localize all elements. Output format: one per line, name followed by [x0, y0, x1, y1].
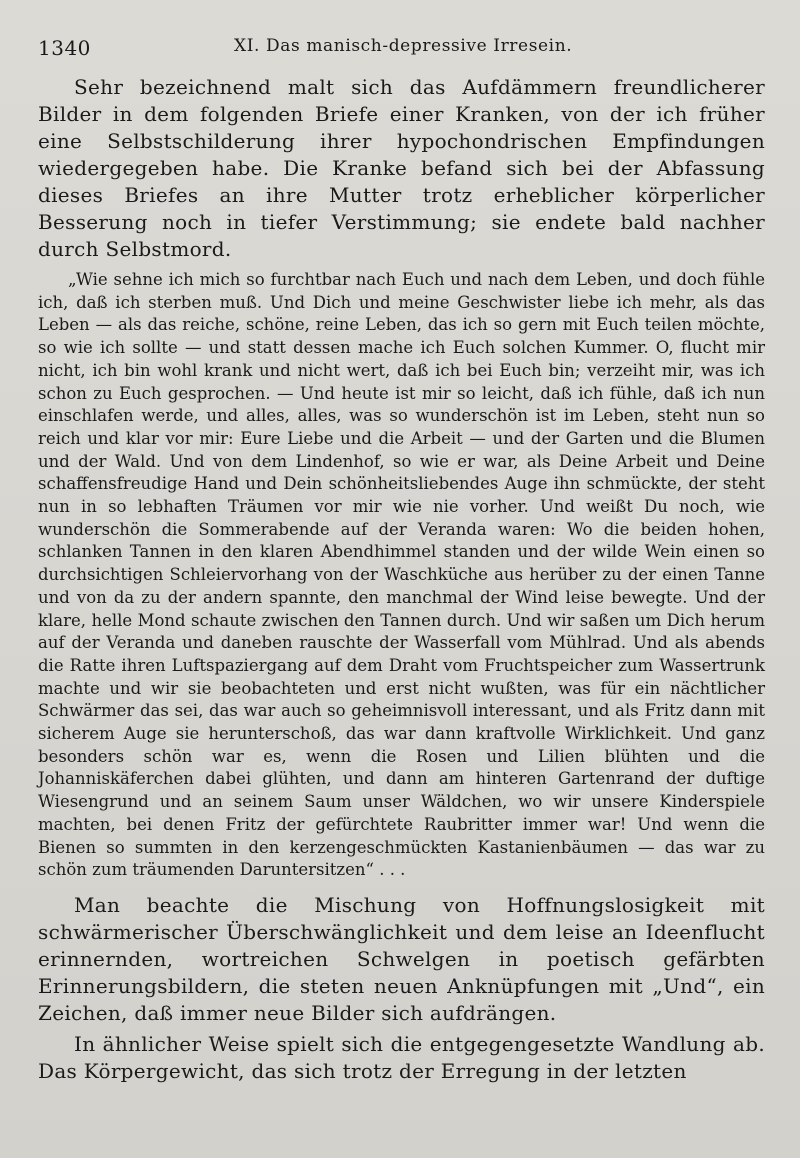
paragraph-continuation: In ähnlicher Weise spielt sich die entgegengesetzte Wandlung ab. Das Körpergewicht, das sich trotz der Erregung in der letzten	[38, 1031, 765, 1083]
quoted-letter: „Wie sehne ich mich so furchtbar nach Euch und nach dem Leben, und doch fühle ich, daß ich sterben muß. Und Dich und meine Geschwister liebe ich mehr, als das Leben — als das reiche, schöne, reine Leben, das ich so gern mit Euch teilen möchte, so wie ich sollte — und statt dessen mache ich Euch solchen Kummer. O, flucht mir nicht, ich bin wohl krank und nicht wert, daß ich bei Euch bin; verzeiht mir, was ich schon zu Euch gesprochen. — Und heute ist mir so leicht, daß ich fühle, daß ich nun einschlafen werde, und alles, alles, was so wunderschön ist im Leben, steht nun so reich und klar vor mir: Eure Liebe und die Arbeit — und der Garten und die Blumen und der Wald. Und von dem Lindenhof, so wie er war, als Deine Arbeit und Deine schaffensfreudige Hand und Dein schönheitsliebendes Auge ihn schmückte, der steht nun in so lebhaften Träumen vor mir wie nie vorher. Und weißt Du noch, wie wunderschön die Sommerabende auf der Veranda waren: Wo die beiden hohen, schlanken Tannen in den klaren Abendhimmel standen und der wilde Wein einen so durchsichtigen Schleiervorhang von der Waschküche aus herüber zu der einen Tanne und von da zu der andern spannte, den manchmal der Wind leise bewegte. Und der klare, helle Mond schaute zwischen den Tannen durch. Und wir saßen um Dich herum auf der Veranda und daneben rauschte der Wasserfall vom Mühlrad. Und als abends die Ratte ihren Luftspaziergang auf dem Draht vom Fruchtspeicher zum Wassertrunk machte und wir sie beobachteten und erst nicht wußten, was für ein nächtlicher Schwärmer das sei, das war auch so geheimnisvoll interessant, und als Fritz dann mit sicherem Auge sie herunterschoß, das war dann kraftvolle Wirklichkeit. Und ganz besonders schön war es, wenn die Rosen und Lilien blühten und die Johanniskäferchen dabei glühten, und dann am hinteren Gartenrand der duftige Wiesengrund und an seinem Saum unser Wäldchen, wo wir unsere Kinderspiele machten, bei denen Fritz der gefürchtete Raubritter immer war! Und wenn die Bienen so summten in den kerzengeschmückten Kastanienbäumen — das war zu schön zum träumenden Daruntersitzen“ . . .	[38, 270, 765, 880]
paragraph-commentary: Man beachte die Mischung von Hoffnungslosigkeit mit schwärmerischer Überschwänglichkeit und dem leise an Ideenflucht erinnernden, wortreichen Schwelgen in poetisch gefärbten Erinnerungsbildern, die steten neuen Anknüpfungen mit „Und“, ein Zeichen, daß immer neue Bilder sich aufdrängen.	[38, 892, 765, 1025]
page-header	[38, 36, 765, 60]
page-number: 1340	[38, 36, 91, 60]
paragraph-intro: Sehr bezeichnend malt sich das Aufdämmern freundlicherer Bilder in dem folgenden Briefe einer Kranken, von der ich früher eine Selbstschilderung ihrer hypochondrischen Empfindungen wiedergegeben habe. Die Kranke befand sich bei der Abfassung dieses Briefes an ihre Mutter trotz erheblicher körperlicher Besserung noch in tiefer Verstimmung; sie endete bald nachher durch Selbstmord.	[38, 75, 765, 261]
running-head: XI. Das manisch-depressive Irresein.	[234, 36, 573, 56]
page-body	[38, 74, 765, 1085]
